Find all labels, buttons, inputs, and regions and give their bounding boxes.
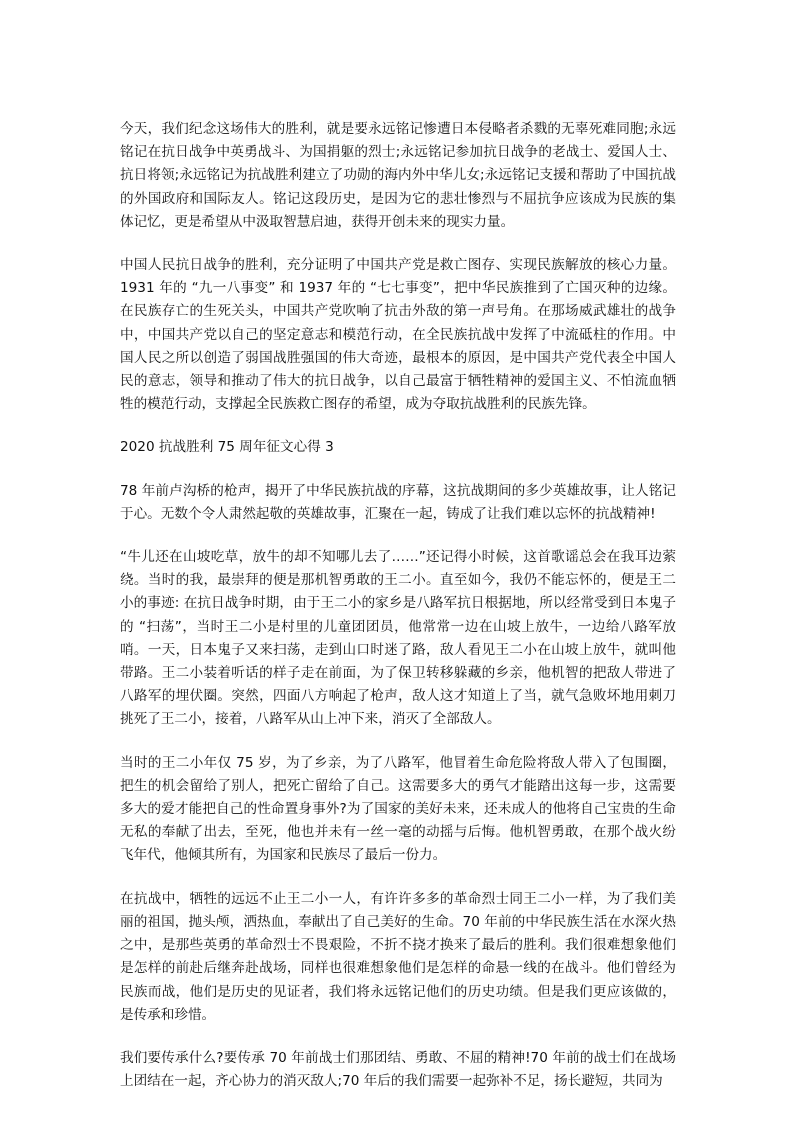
paragraph-wang-erxiao-sacrifice: 当时的王二小年仅 75 岁，为了乡亲，为了八路军，他冒着生命危险将敌人带入了包围圈，把生的机会留给了别人，把死亡留给了自己。这需要多大的勇气才能踏出这每一步，这需要多大的爱才能把自己的性命置身事外?为了国家的美好未来，还未成人的他将自己宝贵的生命无私的奉献了出去，至死，他也并未有一丝一毫的动摇与后悔。他机智勇敢，在那个战火纷飞年代，他倾其所有，为国家和民族尽了最后一份力。 <box>120 754 676 864</box>
paragraph-inherit-spirit: 我们要传承什么?要传承 70 年前战士们那团结、勇敢、不屈的精神!70 年前的战士们在战场上团结在一起，齐心协力的消灭敌人;70 年后的我们需要一起弥补不足，扬长避短，共同为 <box>120 1049 676 1090</box>
paragraph-commemoration: 今天，我们纪念这场伟大的胜利，就是要永远铭记惨遭日本侵略者杀戮的无辜死难同胞;永远铭记在抗日战争中英勇战斗、为国捐躯的烈士;永远铭记参加抗日战争的老战士、爱国人士、抗日将领;永远铭记为抗战胜利建立了功勋的海内外中华儿女;永远铭记支援和帮助了中国抗战的外国政府和国际友人。铭记这段历史，是因为它的悲壮惨烈与不屈抗争应该成为民族的集体记忆，更是希望从中汲取智慧启迪，获得开创未来的现实力量。 <box>120 121 676 230</box>
paragraph-cpc-core-force: 中国人民抗日战争的胜利，充分证明了中国共产党是救亡图存、实现民族解放的核心力量。1931 年的 “九一八事变” 和 1937 年的 “七七事变”，把中华民族推到了亡国灭种的边缘。在民族存亡的生死关头，中国共产党吹响了抗击外敌的第一声号角。在那场威武雄壮的战争中，中国共产党以自己的坚定意志和模范行动，在全民族抗战中发挥了中流砥柱的作用。中国人民之所以创造了弱国战胜强国的伟大奇迹，最根本的原因，是中国共产党代表全中国人民的意志，领导和推动了伟大的抗日战争，以自己最富于牺牲精神的爱国主义、不怕流血牺牲的模范行动，支撑起全民族救亡图存的希望，成为夺取抗战胜利的民族先锋。 <box>120 257 676 413</box>
paragraph-martyrs: 在抗战中，牺牲的远远不止王二小一人，有许许多多的革命烈士同王二小一样，为了我们美丽的祖国，抛头颅，洒热血，奉献出了自己美好的生命。70 年前的中华民族生活在水深火热之中，是那些英勇的革命烈士不畏艰险，不折不挠才换来了最后的胜利。我们很难想象他们是怎样的前赴后继奔赴战场，同样也很难想象他们是怎样的命悬一线的在战斗。他们曾经为民族而战，他们是历史的见证者，我们将永远铭记他们的历史功绩。但是我们更应该做的，是传承和珍惜。 <box>120 890 676 1023</box>
document-body <box>120 118 676 1093</box>
paragraph-wang-erxiao-story: “牛儿还在山坡吃草，放牛的却不知哪儿去了……”还记得小时候，这首歌谣总会在我耳边萦绕。当时的我，最崇拜的便是那机智勇敢的王二小。直至如今，我仍不能忘怀的，便是王二小的事迹: 在抗日战争时期，由于王二小的家乡是八路军抗日根据地，所以经常受到日本鬼子的 “扫荡”，当时王二小是村里的儿童团团员，他常常一边在山坡上放牛，一边给八路军放哨。一天，日本鬼子又来扫荡，走到山口时迷了路，敌人看见王二小在山坡上放牛，就叫他带路。王二小装着听话的样子走在前面，为了保卫转移躲藏的乡亲，他机智的把敌人带进了八路军的埋伏圈。突然，四面八方响起了枪声，敌人这才知道上了当，就气急败坏地用刺刀挑死了王二小，接着，八路军从山上冲下来，消灭了全部敌人。 <box>120 549 676 728</box>
paragraph-lugou-bridge: 78 年前卢沟桥的枪声，揭开了中华民族抗战的序幕，这抗战期间的多少英雄故事，让人铭记于心。无数个令人肃然起敬的英雄故事，汇聚在一起，铸成了让我们难以忘怀的抗战精神! <box>120 482 676 522</box>
section-heading: 2020 抗战胜利 75 周年征文心得 3 <box>120 439 334 456</box>
